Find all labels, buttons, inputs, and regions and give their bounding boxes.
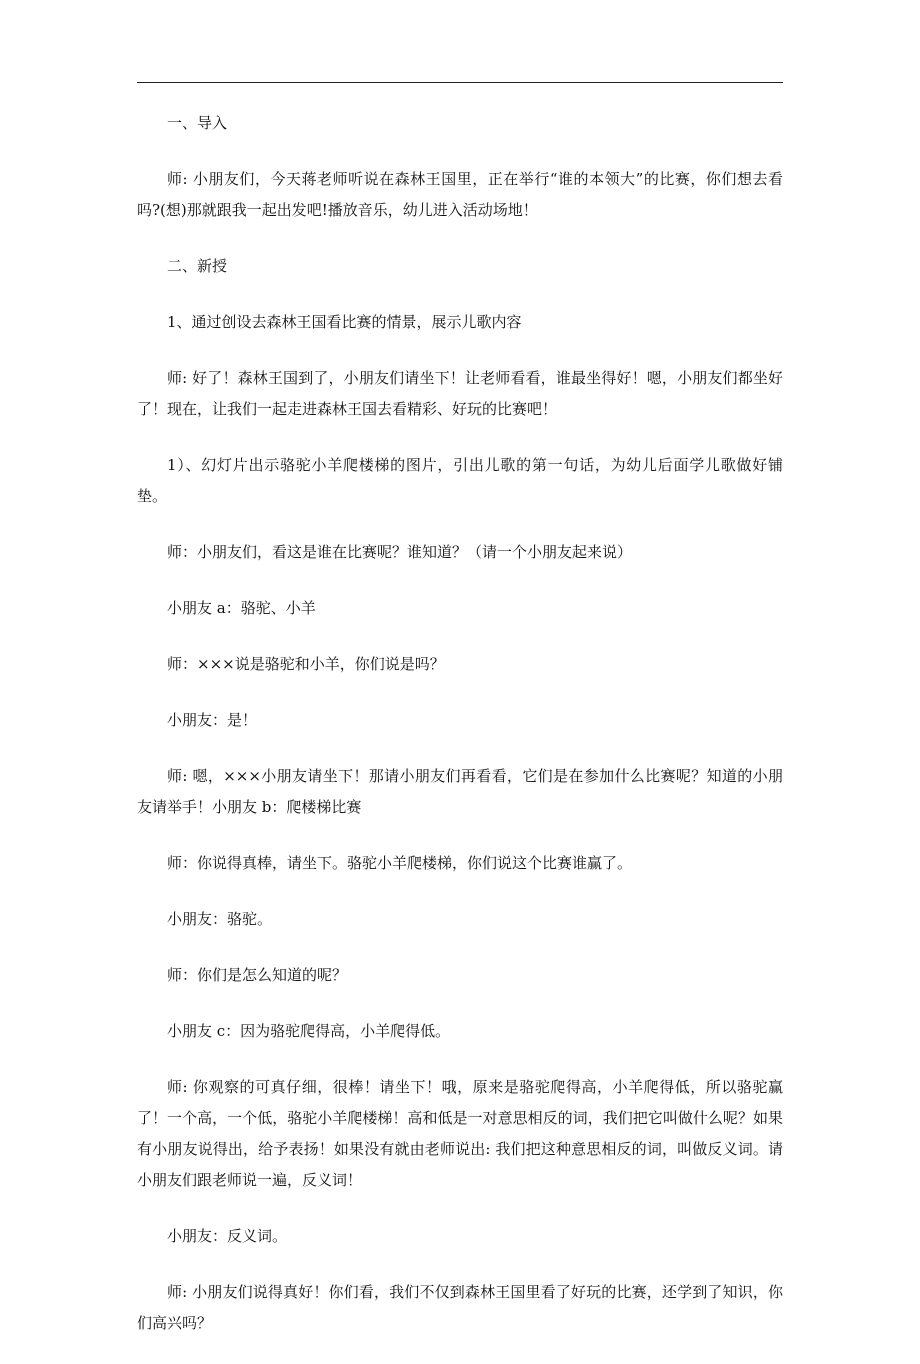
paragraph: 师: 嗯，×××小朋友请坐下！那请小朋友们再看看，它们是在参加什么比赛呢？知道的小朋友请举手！小朋友 b：爬楼梯比赛 (137, 767, 783, 816)
paragraph: 1、通过创设去森林王国看比赛的情景，展示儿歌内容 (167, 313, 522, 331)
paragraph: 师：小朋友们，看这是谁在比赛呢？谁知道？（请一个小朋友起来说） (167, 543, 633, 561)
paragraph: 师: 你观察的可真仔细，很棒！请坐下！哦，原来是骆驼爬得高，小羊爬得低，所以骆驼赢了！一个高，一个低，骆驼小羊爬楼梯！高和低是一对意思相反的词，我们把它叫做什么呢？如果有小朋友说得出，给予表扬！如果没有就由老师说出: 我们把这种意思相反的词，叫做反义词。请小朋友们跟老师说一遍，反义词！ (137, 1078, 783, 1189)
paragraph: 师：你们是怎么知道的呢？ (167, 966, 348, 984)
document-body (137, 108, 783, 1364)
paragraph: 小朋友 a：骆驼、小羊 (167, 599, 316, 617)
paragraph: 小朋友：骆驼。 (167, 910, 273, 928)
paragraph: 师: 好了！森林王国到了，小朋友们请坐下！让老师看看，谁最坐得好！嗯，小朋友们都坐好了！现在，让我们一起走进森林王国去看精彩、好玩的比赛吧！ (137, 369, 783, 418)
heading-intro: 一、导入 (167, 114, 228, 132)
heading-new-lesson: 二、新授 (167, 257, 228, 275)
paragraph: 师: 小朋友们，今天蒋老师听说在森林王国里，正在举行“谁的本领大”的比赛，你们想去看吗?(想)那就跟我一起出发吧!播放音乐，幼儿进入活动场地！ (137, 170, 783, 219)
paragraph: 师：×××说是骆驼和小羊，你们说是吗？ (167, 655, 445, 673)
header-rule (137, 82, 783, 83)
paragraph: 师：你说得真棒，请坐下。骆驼小羊爬楼梯，你们说这个比赛谁赢了。 (167, 854, 633, 872)
paragraph: 小朋友：是！ (167, 711, 258, 729)
paragraph: 1）、幻灯片出示骆驼小羊爬楼梯的图片，引出儿歌的第一句话，为幼儿后面学儿歌做好铺垫。 (137, 456, 783, 505)
paragraph: 小朋友：反义词。 (167, 1227, 288, 1245)
paragraph: 师: 小朋友们说得真好！你们看，我们不仅到森林王国里看了好玩的比赛，还学到了知识，你们高兴吗？ (137, 1283, 783, 1332)
paragraph: 小朋友 c：因为骆驼爬得高，小羊爬得低。 (167, 1022, 451, 1040)
